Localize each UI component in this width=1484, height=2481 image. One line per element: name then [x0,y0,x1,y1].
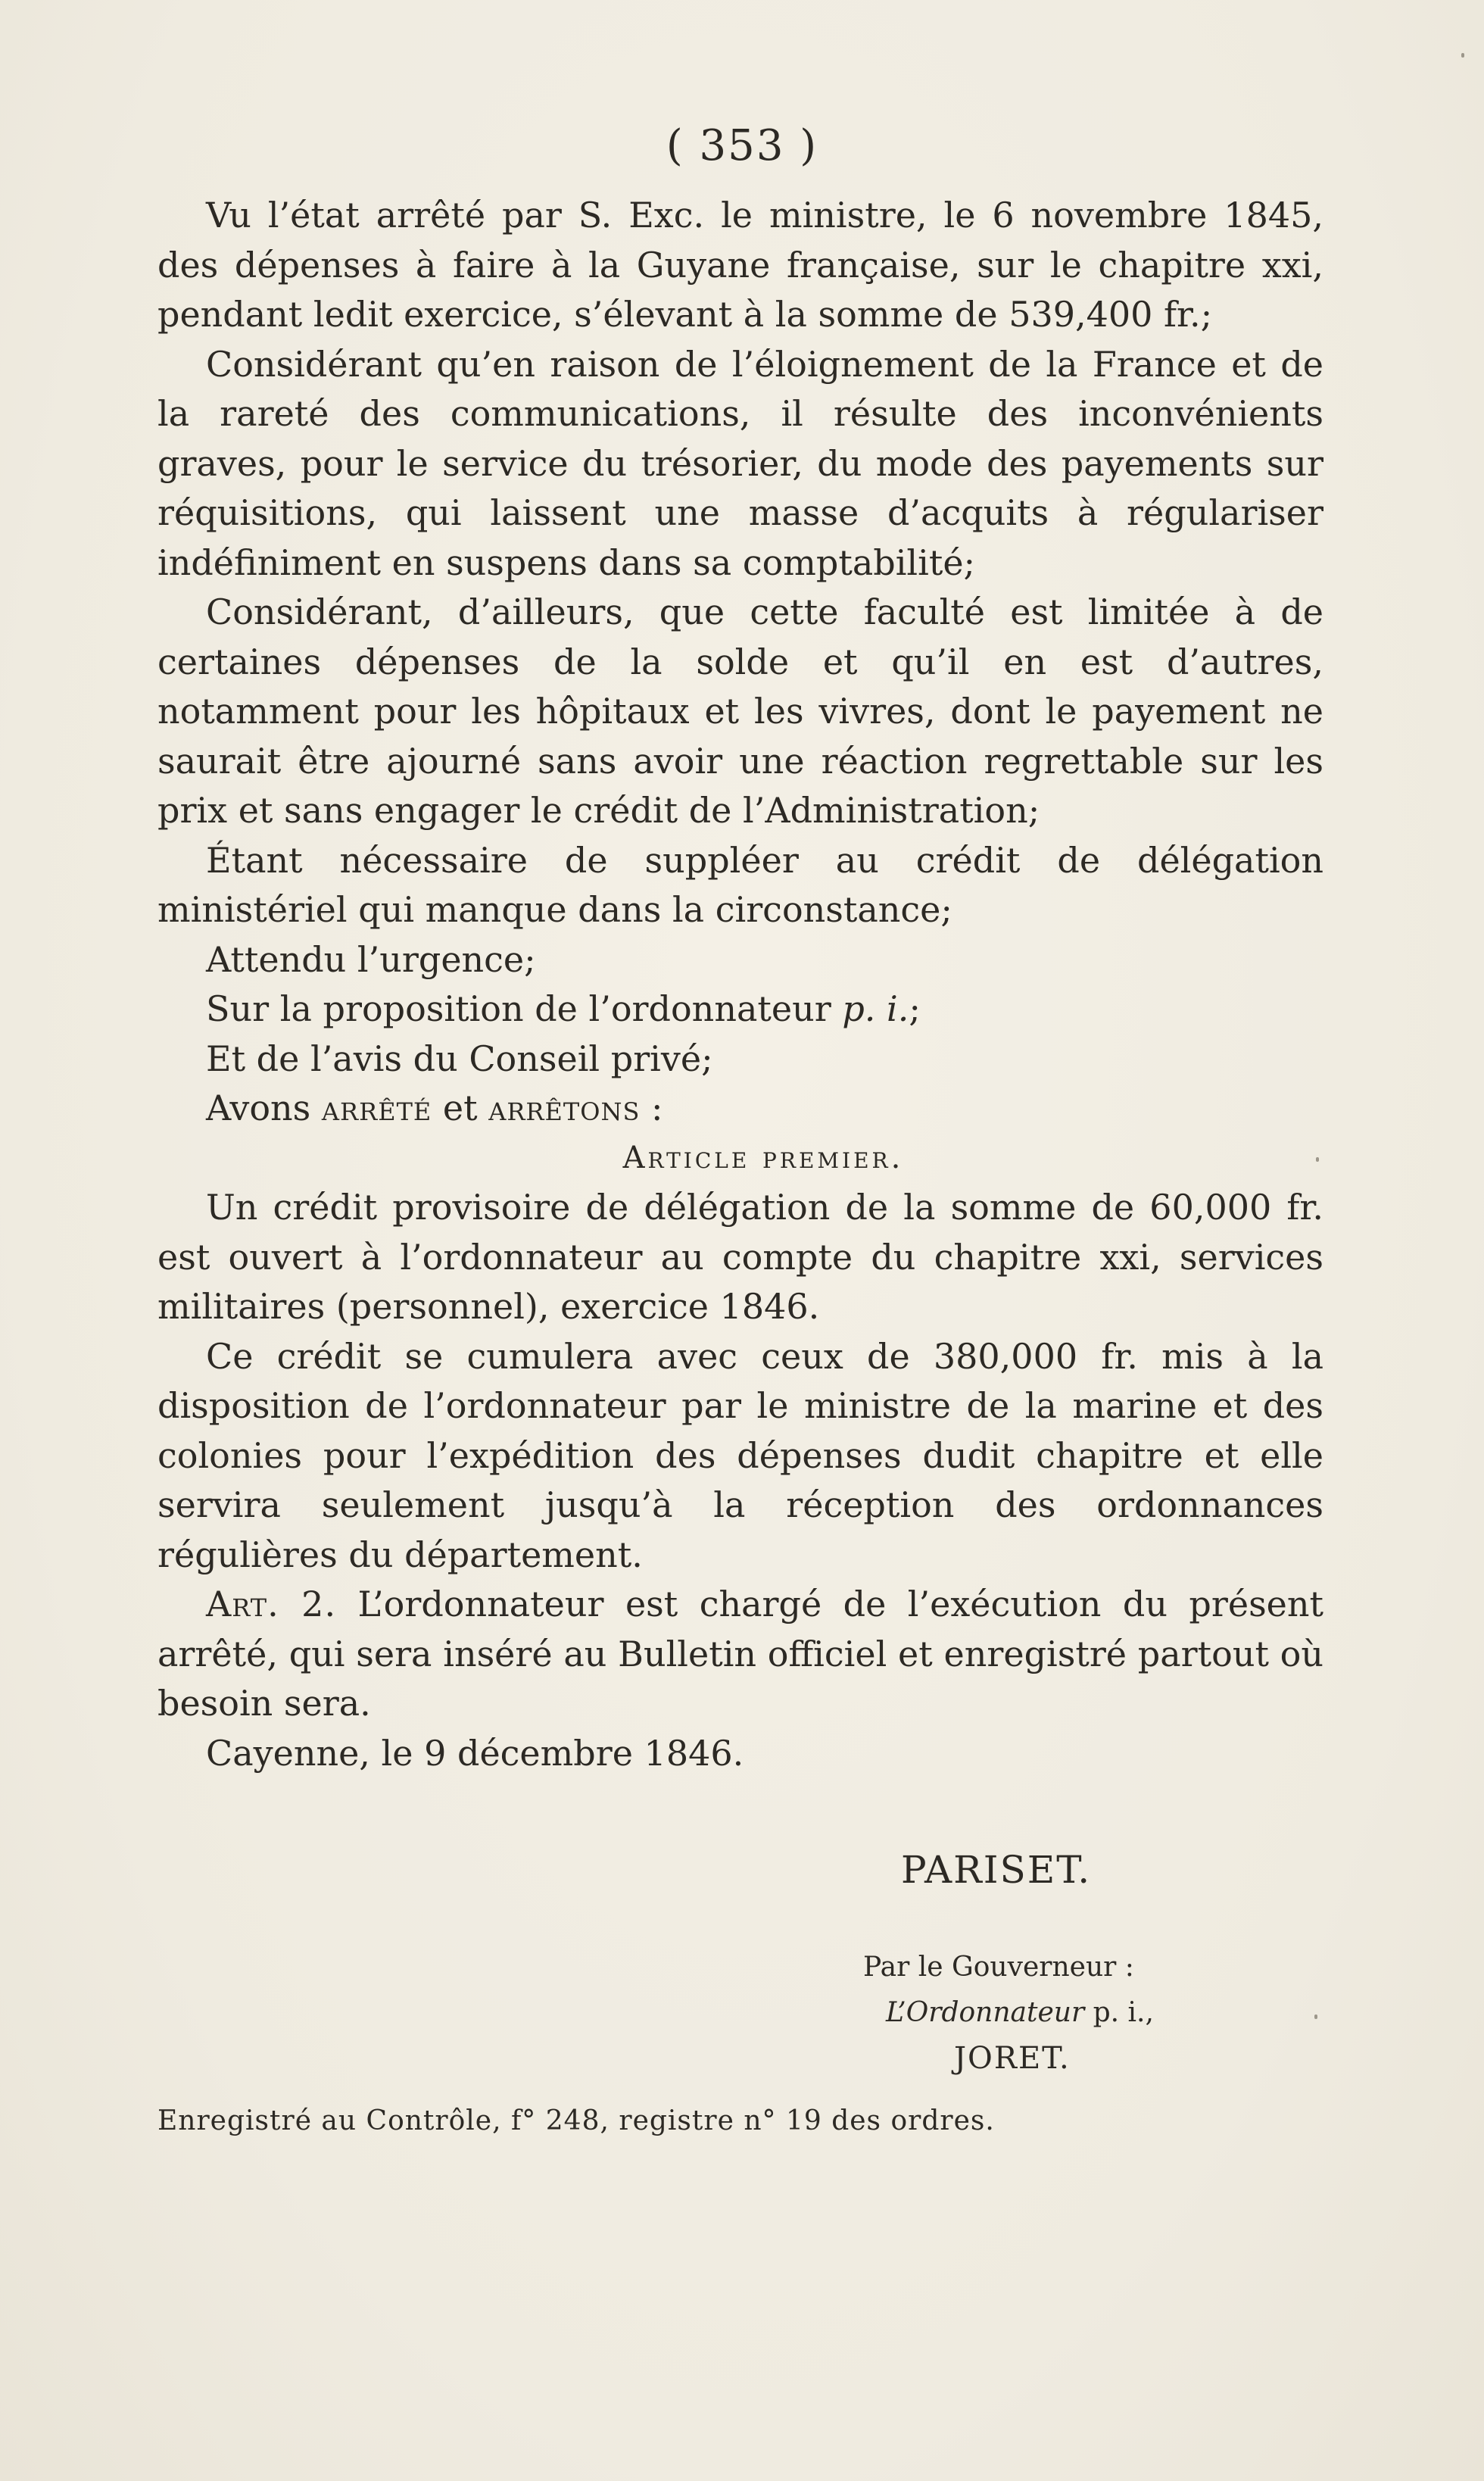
proposition-punct: ; [909,988,921,1029]
proposition-abbrev: p. i. [842,988,909,1029]
paragraph-attendu-urgence: Attendu l’urgence; [206,938,536,980]
avons-arretons: arrêtons [488,1088,641,1128]
signature-joret: JORET. [954,2041,1071,2076]
decree-body [157,191,1323,1778]
paragraph-avis: Et de l’avis du Conseil privé; [206,1038,713,1079]
article-2-label: Art. 2. [206,1584,337,1624]
paragraph-credit-provisoire: Un crédit provisoire de délégation de la somme de 60,000 fr. est ouvert à l’ordonnateur au compte du chapitre xxi, services militaires (personnel), exercice 1846. [157,1187,1323,1327]
ordonnateur-title: L’Ordonnateur [886,1997,1085,2028]
proposition-text: Sur la proposition de l’ordonnateur [206,988,843,1029]
signature-pariset: PARISET. [901,1848,1092,1892]
avons-et: et [432,1088,489,1128]
paragraph-avons-arrete [157,1084,1323,1134]
page-number: ( 353 ) [666,121,818,170]
paper-speck [1314,2014,1317,2019]
paragraph-credit-cumulera: Ce crédit se cumulera avec ceux de 380,000 fr. mis à la disposition de l’ordonnateur par le ministre de la marine et des colonies pour l’expédition des dépenses dudit chapitre et elle servira seulement jusqu’à la réception des ordonnances régulières du département. [157,1335,1323,1575]
paragraph-etant-necessaire: Étant nécessaire de suppléer au crédit de délégation ministériel qui manque dans la circonstance; [157,839,1323,930]
paragraph-considerant-eloignement: Considérant qu’en raison de l’éloignement de la France et de la rareté des communications, il résulte des inconvénients graves, pour le service du trésorier, du mode des payements sur réquisitions, qui laissent une masse d’acquits à régulariser indéfiniment en suspens dans sa comptabilité; [157,343,1323,583]
countersignature-block [863,1945,1196,2081]
paragraph-article-2 [157,1580,1323,1729]
date-line: Cayenne, le 9 décembre 1846. [206,1732,744,1774]
avons-suffix: : [640,1088,663,1128]
paragraph-proposition [157,985,1323,1035]
article-heading: Article premier. [622,1140,904,1175]
by-governor-line: Par le Gouverneur : [863,1952,1134,1983]
paragraph-considerant-faculte: Considérant, d’ailleurs, que cette faculté est limitée à de certaines dépenses de la solde et qu’il en est d’autres, notamment pour les hôpitaux et les vivres, dont le payement ne saurait être ajourné sans avoir une réaction regrettable sur les prix et sans engager le crédit de l’Administration; [157,591,1323,831]
avons-arrete: arrêté [321,1088,432,1128]
paper-speck [1316,1157,1319,1162]
paper-speck [1461,53,1464,58]
paragraph-vu-etat: Vu l’état arrêté par S. Exc. le ministre, le 6 novembre 1845, des dépenses à faire à la Guyane française, sur le chapitre xxi, pendant ledit exercice, s’élevant à la somme de 539,400 fr.; [157,195,1323,335]
ordonnateur-suffix: p. i., [1084,1997,1154,2028]
registration-note: Enregistré au Contrôle, f° 248, registre n° 19 des ordres. [157,2105,995,2136]
ordonnateur-line [863,1990,1196,2036]
article-2-text: L’ordonnateur est chargé de l’exécution du présent arrêté, qui sera inséré au Bulletin officiel et enregistré partout où besoin sera. [157,1584,1324,1724]
avons-prefix: Avons [206,1088,322,1128]
